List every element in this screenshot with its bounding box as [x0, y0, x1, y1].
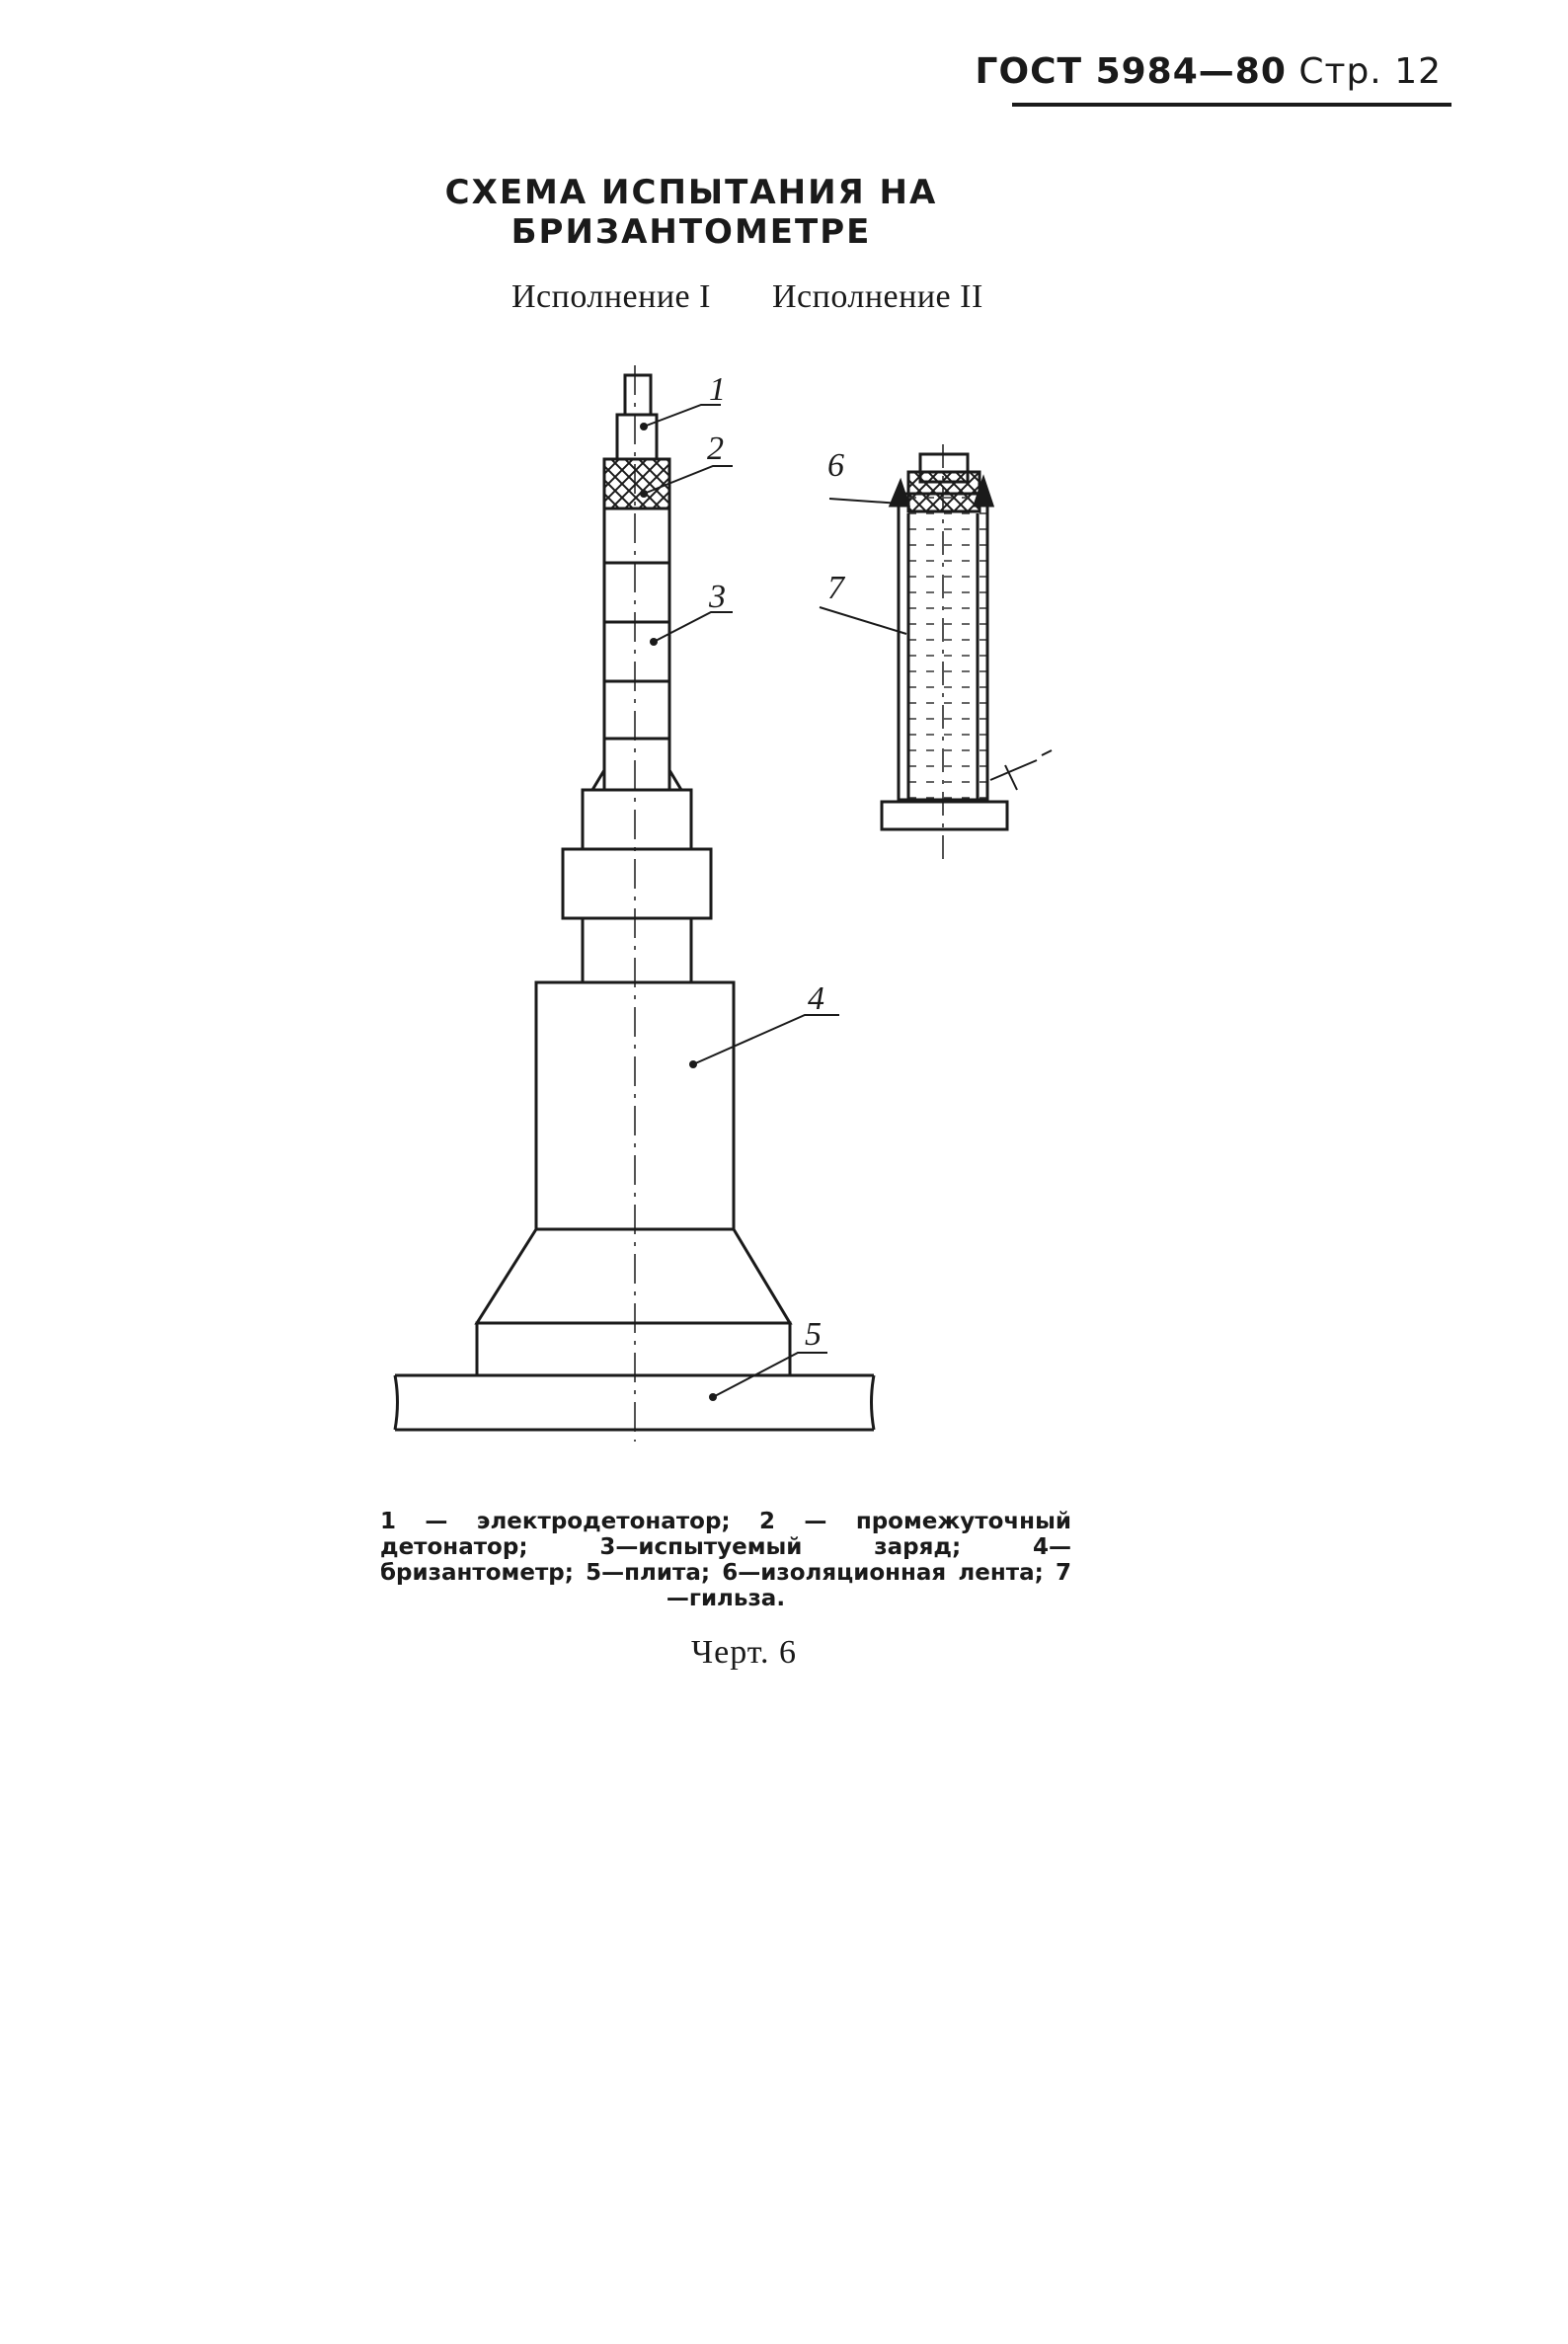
callout-6: 6 — [827, 447, 844, 484]
ring-collar — [563, 849, 711, 918]
title-line-1: СХЕМА ИСПЫТАНИЯ НА — [444, 173, 938, 212]
variant-2-label: Исполнение II — [772, 278, 983, 315]
callout-5: 5 — [805, 1316, 822, 1353]
callout-2: 2 — [707, 430, 724, 467]
neck — [583, 918, 691, 982]
page-number: Стр. 12 — [1298, 51, 1442, 92]
figure-label: Черт. 6 — [691, 1634, 798, 1671]
title-line-2: БРИЗАНТОМЕТРЕ — [510, 212, 872, 252]
test-charge — [604, 508, 669, 790]
brisantometer-base — [477, 1323, 790, 1375]
brisantometer-cone — [477, 1229, 790, 1323]
callout-4: 4 — [808, 980, 824, 1017]
figure-caption: 1 — электродетонатор; 2 — промежуточный детонатор; 3—испытуемый заряд; 4—бризантометр; 5—плита; 6—изоляционная лента; 7—гильза. — [380, 1509, 1071, 1611]
intermediate-detonator — [604, 459, 669, 508]
detonator-shank — [617, 415, 657, 459]
variant-1-label: Исполнение I — [511, 278, 711, 315]
callout-3: 3 — [709, 579, 726, 615]
callout-1: 1 — [709, 371, 726, 408]
guide-ring — [583, 790, 691, 849]
electrodetonator — [625, 375, 651, 415]
insulating-tape-left — [891, 482, 908, 506]
dimension-mark — [990, 750, 1052, 790]
sleeve-base — [882, 802, 1007, 829]
callout-7: 7 — [827, 570, 844, 606]
standard-code: ГОСТ 5984—80 — [975, 51, 1287, 92]
